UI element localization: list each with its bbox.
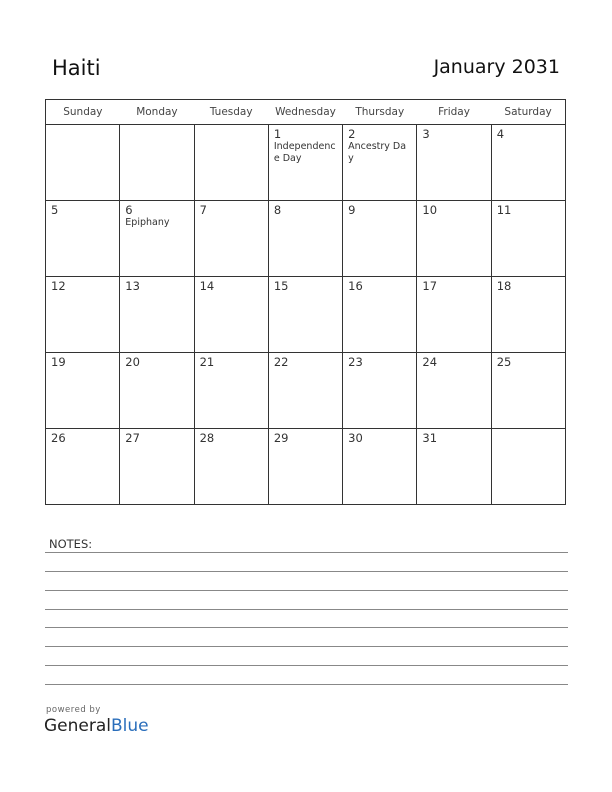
- country-title: Haiti: [52, 56, 101, 80]
- day-cell[interactable]: [194, 429, 268, 505]
- day-number: 20: [125, 355, 140, 369]
- holiday-label: Ancestry Day: [348, 141, 407, 164]
- day-number: 15: [273, 279, 289, 293]
- day-cell[interactable]: [194, 353, 268, 429]
- day-number: 5: [51, 203, 59, 217]
- note-line: [45, 609, 568, 610]
- day-cell[interactable]: [491, 277, 565, 353]
- day-number: 13: [125, 279, 140, 293]
- day-number: 19: [51, 355, 66, 369]
- day-cell[interactable]: [120, 429, 194, 505]
- day-cell[interactable]: [417, 353, 491, 429]
- day-number: 23: [348, 355, 363, 369]
- weekday-wednesday: Wednesday: [268, 100, 342, 125]
- day-cell[interactable]: [46, 429, 120, 505]
- day-number: 12: [51, 279, 66, 293]
- day-cell[interactable]: [491, 125, 565, 201]
- day-cell[interactable]: [268, 125, 342, 201]
- week-row: [46, 277, 566, 353]
- day-number: 9: [348, 203, 356, 217]
- generalblue-logo[interactable]: [44, 716, 149, 736]
- day-number: 26: [51, 431, 66, 445]
- day-cell[interactable]: [194, 125, 268, 201]
- day-number: 22: [273, 355, 289, 369]
- weekday-monday: Monday: [120, 100, 194, 125]
- day-cell[interactable]: [120, 125, 194, 201]
- day-cell[interactable]: [417, 429, 491, 505]
- day-number: 14: [199, 279, 215, 293]
- note-line: [45, 684, 568, 685]
- brand-general: General: [44, 716, 111, 736]
- day-number: 10: [422, 203, 438, 217]
- note-line: [45, 552, 568, 553]
- day-number: 29: [273, 431, 289, 445]
- notes-label: NOTES:: [49, 537, 93, 551]
- day-cell[interactable]: [268, 353, 342, 429]
- day-cell[interactable]: [343, 201, 417, 277]
- day-number: 8: [273, 203, 282, 217]
- day-number: 17: [422, 279, 438, 293]
- day-number: 30: [348, 431, 363, 445]
- day-cell[interactable]: [491, 353, 565, 429]
- day-number: 6: [125, 203, 133, 217]
- day-number: 28: [199, 431, 215, 445]
- holiday-label: Independence Day: [273, 141, 336, 164]
- day-cell[interactable]: [491, 201, 565, 277]
- day-number: 24: [422, 355, 438, 369]
- day-number: 16: [348, 279, 363, 293]
- day-cell[interactable]: [46, 125, 120, 201]
- day-number: 31: [422, 431, 438, 445]
- weekday-tuesday: Tuesday: [194, 100, 268, 125]
- note-line: [45, 590, 568, 591]
- day-cell[interactable]: [194, 201, 268, 277]
- day-number: 11: [496, 203, 512, 217]
- holiday-label: Epiphany: [125, 217, 170, 228]
- day-cell[interactable]: [417, 277, 491, 353]
- day-cell[interactable]: [194, 277, 268, 353]
- day-cell[interactable]: [343, 125, 417, 201]
- day-cell[interactable]: [343, 429, 417, 505]
- powered-by-text: powered by: [46, 705, 101, 715]
- month-year-title: January 2031: [433, 56, 560, 78]
- day-cell[interactable]: [491, 429, 565, 505]
- day-cell[interactable]: [46, 277, 120, 353]
- note-line: [45, 646, 568, 647]
- day-cell[interactable]: [120, 201, 194, 277]
- brand-blue: Blue: [111, 716, 149, 736]
- day-cell[interactable]: [120, 353, 194, 429]
- day-cell[interactable]: [268, 277, 342, 353]
- weekday-sunday: Sunday: [46, 100, 120, 125]
- day-cell[interactable]: [268, 201, 342, 277]
- day-cell[interactable]: [46, 201, 120, 277]
- weekday-thursday: Thursday: [343, 100, 417, 125]
- day-cell[interactable]: [343, 277, 417, 353]
- day-cell[interactable]: [46, 353, 120, 429]
- day-number: 7: [199, 203, 207, 217]
- day-number: 27: [125, 431, 140, 445]
- week-row: [46, 353, 566, 429]
- note-line: [45, 571, 568, 572]
- day-number: 2: [348, 127, 356, 141]
- week-row: [46, 201, 566, 277]
- day-cell[interactable]: [417, 201, 491, 277]
- day-number: 1: [273, 127, 282, 141]
- day-number: 18: [496, 279, 512, 293]
- weekday-friday: Friday: [417, 100, 491, 125]
- week-row: [46, 125, 566, 201]
- day-number: 21: [199, 355, 215, 369]
- note-line: [45, 627, 568, 628]
- day-number: 4: [496, 127, 505, 141]
- day-cell[interactable]: [120, 277, 194, 353]
- day-cell[interactable]: [417, 125, 491, 201]
- weekday-header-row: [46, 100, 566, 125]
- day-cell[interactable]: [343, 353, 417, 429]
- calendar-grid: [45, 99, 566, 505]
- weekday-saturday: Saturday: [491, 100, 565, 125]
- day-cell[interactable]: [268, 429, 342, 505]
- day-number: 3: [422, 127, 430, 141]
- day-number: 25: [496, 355, 512, 369]
- note-line: [45, 665, 568, 666]
- week-row: [46, 429, 566, 505]
